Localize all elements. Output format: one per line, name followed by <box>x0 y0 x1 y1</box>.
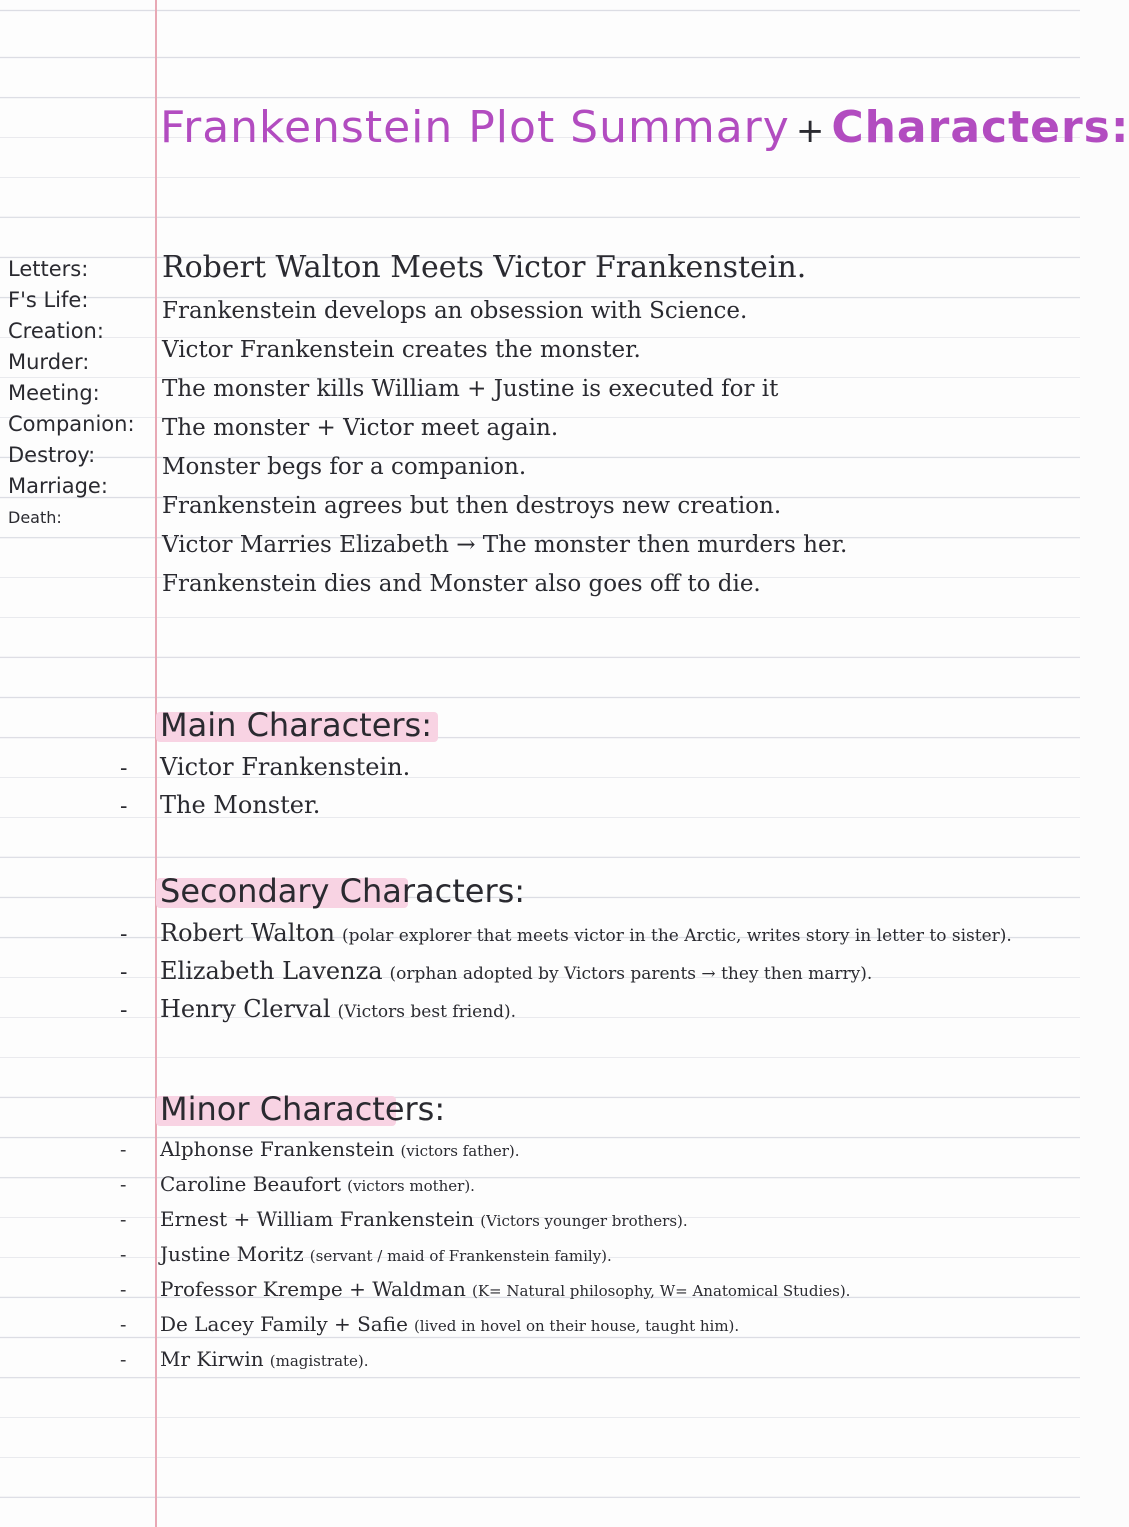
character-name: Mr Kirwin <box>160 1347 264 1371</box>
character-name: De Lacey Family + Safie <box>160 1312 408 1336</box>
plot-line: Frankenstein develops an obsession with Science. <box>162 298 748 324</box>
plot-label: Death: <box>8 508 62 527</box>
character-item <box>120 914 1070 952</box>
character-name: Professor Krempe + Waldman <box>160 1277 466 1301</box>
character-name: Henry Clerval <box>160 995 331 1023</box>
title-part-1: Frankenstein Plot Summary <box>160 102 790 153</box>
character-note: (lived in hovel on their house, taught him). <box>413 1317 740 1335</box>
list-dash: - <box>120 1314 127 1336</box>
minor-characters-section <box>120 1086 1070 1377</box>
character-note: (servant / maid of Frankenstein family). <box>309 1247 612 1265</box>
list-dash: - <box>120 960 128 985</box>
character-name: Elizabeth Lavenza <box>160 957 383 985</box>
character-name: Alphonse Frankenstein <box>160 1137 395 1161</box>
main-characters-heading: Main Characters: <box>160 706 432 744</box>
character-item <box>120 1202 1070 1237</box>
character-item <box>120 1272 1070 1307</box>
list-dash: - <box>120 1139 127 1161</box>
list-dash: - <box>120 1174 127 1196</box>
character-item <box>120 952 1070 990</box>
minor-characters-heading-wrap <box>160 1086 1070 1132</box>
title-part-2: Characters: <box>831 102 1129 153</box>
character-item <box>120 786 1070 824</box>
character-item <box>120 1307 1070 1342</box>
list-dash: - <box>120 1279 127 1301</box>
character-note: (victors mother). <box>347 1177 475 1195</box>
plot-summary <box>162 244 1062 604</box>
plot-label: Marriage: <box>8 474 108 498</box>
character-item <box>120 1342 1070 1377</box>
character-item <box>120 748 1070 786</box>
plot-line: The monster + Victor meet again. <box>162 415 559 441</box>
plot-line: The monster kills William + Justine is executed for it <box>162 376 779 402</box>
plot-line: Frankenstein dies and Monster also goes off to die. <box>162 571 761 597</box>
plot-line: Victor Marries Elizabeth → The monster then murders her. <box>162 532 848 558</box>
list-dash: - <box>120 756 128 781</box>
plot-label: Creation: <box>8 319 104 343</box>
character-name: Justine Moritz <box>160 1242 304 1266</box>
plot-line: Frankenstein agrees but then destroys new creation. <box>162 493 782 519</box>
character-name: Victor Frankenstein. <box>160 753 411 781</box>
plot-line: Monster begs for a companion. <box>162 454 527 480</box>
character-note: (polar explorer that meets victor in the Arctic, writes story in letter to sister). <box>341 926 1012 946</box>
character-item <box>120 1132 1070 1167</box>
secondary-characters-heading-wrap <box>160 868 1070 914</box>
plot-line: Victor Frankenstein creates the monster. <box>162 337 641 363</box>
plot-label: Meeting: <box>8 381 100 405</box>
list-dash: - <box>120 1209 127 1231</box>
plot-label: Destroy: <box>8 443 96 467</box>
character-note: (Victors best friend). <box>337 1002 517 1022</box>
plot-label: F's Life: <box>8 288 89 312</box>
plot-labels-column <box>8 254 153 533</box>
character-note: (K= Natural philosophy, W= Anatomical Studies). <box>471 1282 851 1300</box>
character-note: (orphan adopted by Victors parents → they then marry). <box>389 964 873 984</box>
character-name: Ernest + William Frankenstein <box>160 1207 475 1231</box>
list-dash: - <box>120 794 128 819</box>
character-item <box>120 990 1070 1028</box>
plot-label: Companion: <box>8 412 135 436</box>
character-note: (Victors younger brothers). <box>480 1212 688 1230</box>
page-title <box>160 102 1129 153</box>
list-dash: - <box>120 1349 127 1371</box>
character-name: Robert Walton <box>160 919 335 947</box>
list-dash: - <box>120 1244 127 1266</box>
plot-line: Robert Walton Meets Victor Frankenstein. <box>162 250 807 285</box>
plot-label: Murder: <box>8 350 90 374</box>
list-dash: - <box>120 998 128 1023</box>
character-name: Caroline Beaufort <box>160 1172 342 1196</box>
title-plus: + <box>795 111 826 151</box>
character-note: (victors father). <box>400 1142 520 1160</box>
main-characters-heading-wrap <box>160 702 1070 748</box>
plot-label: Letters: <box>8 257 89 281</box>
character-note: (magistrate). <box>269 1352 369 1370</box>
secondary-characters-heading: Secondary Characters: <box>160 872 526 910</box>
character-item <box>120 1167 1070 1202</box>
list-dash: - <box>120 922 128 947</box>
secondary-characters-section <box>120 868 1070 1028</box>
main-characters-section <box>120 702 1070 824</box>
character-name: The Monster. <box>160 791 321 819</box>
character-item <box>120 1237 1070 1272</box>
minor-characters-heading: Minor Characters: <box>160 1090 446 1128</box>
